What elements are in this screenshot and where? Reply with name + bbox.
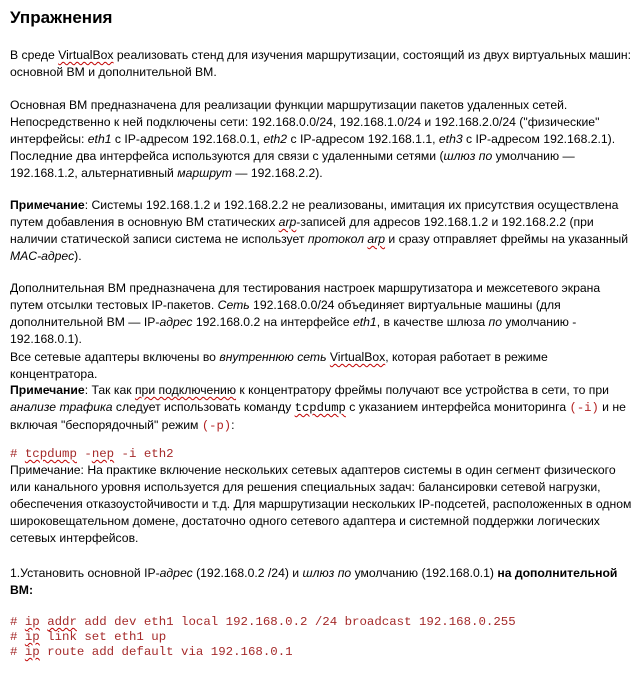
text: Основная ВМ предназначена для реализации функции маршрутизации пакетов удаленных сетей. Непосредственно к ней подключены сети: 192.168.0.0/24, 192.168.1.0/24 и 192.168.2.0/24 ("физические" интерфейсы: xyxy=(10,98,600,146)
text: : xyxy=(28,583,34,597)
code-token: ip xyxy=(24,615,40,629)
paragraph-adapters xyxy=(10,349,634,383)
note-label: Примечание xyxy=(10,463,81,477)
text: -записей для адресов 192.168.1.2 и 192.168.2.2 (при наличии статической записи система не использует xyxy=(10,215,594,246)
prompt-hash: # xyxy=(10,645,25,659)
text: : Системы 192.168.1.2 и 192.168.2.2 не реализованы, имитация их присутствия осуществлена путем добавления в основную ВМ статических xyxy=(10,198,619,229)
text: и сразу отправляет фреймы на указанный xyxy=(385,232,629,246)
paragraph-extra-vm xyxy=(10,280,634,348)
paragraph-intro xyxy=(10,47,634,81)
target-vm: на дополнительной ВМ xyxy=(10,566,618,597)
code-token: - xyxy=(76,447,92,461)
text: : На практике включение нескольких сетевых адаптеров системы в один сегмент физического или канального уровня используется для решения специальных задач: балансировки сетевой нагрузки, обеспечения отказоустойчивости и т.д. Для маршрутизации нескольких IP-подсетей, расположенных в одном широковещательном домене, достаточно одного сетевого адаптера и системной поддержки логических сетевых интерфейсов. xyxy=(10,463,632,545)
mac-term: MAC-адрес xyxy=(10,249,75,263)
code-line-ip-link xyxy=(10,630,166,645)
option-p: (-p) xyxy=(201,419,232,433)
default-term: по xyxy=(488,315,503,329)
code-token: addr xyxy=(47,615,77,629)
page-title: Упражнения xyxy=(10,8,113,27)
code-token: link set eth1 up xyxy=(39,630,167,644)
text: с IP-адресом 192.168.0.1, xyxy=(111,132,264,146)
text: Все сетевые адаптеры включены во xyxy=(10,350,220,364)
code-token: nep xyxy=(91,447,115,461)
gateway-term: шлюз по xyxy=(302,566,352,580)
paragraph-main-vm xyxy=(10,97,634,182)
step-1 xyxy=(10,565,634,599)
code-token: -i eth2 xyxy=(114,447,174,461)
text: следует использовать команду xyxy=(112,400,295,414)
text: реализовать стенд для изучения маршрутизации, состоящий из двух виртуальных машин: основной ВМ и дополнительной ВМ. xyxy=(10,48,632,79)
virtualbox-term: VirtualBox xyxy=(58,48,114,62)
text: умолчанию — 192.168.1.2, альтернативный xyxy=(10,149,575,180)
text: В среде xyxy=(10,48,59,62)
code-token: ip xyxy=(24,630,40,644)
prompt-hash: # xyxy=(10,447,25,461)
text: (192.168.0.2 /24) и xyxy=(192,566,303,580)
text: — 192.168.2.2). xyxy=(231,166,323,180)
text: ). xyxy=(74,249,82,263)
note-static-arp xyxy=(10,197,634,265)
prompt-hash: # xyxy=(10,630,25,644)
address-term: адрес xyxy=(159,566,193,580)
traffic-analysis-term: анализе трафика xyxy=(10,400,113,414)
note-label: Примечание xyxy=(10,198,85,212)
arp-term: arp xyxy=(278,215,297,229)
text: с IP-адресом 192.168.1.1, xyxy=(287,132,439,146)
prompt-hash: # xyxy=(10,615,25,629)
code-line-tcpdump xyxy=(10,447,174,462)
text: к концентратору фреймы получают все устройства в сети, то при xyxy=(236,383,609,397)
option-i: (-i) xyxy=(569,401,599,415)
text: Дополнительная ВМ предназначена для тестирования настроек маршрутизатора и межсетевого экрана путем отсылки тестовых IP-пакетов. xyxy=(10,281,601,312)
code-token: ip xyxy=(24,645,40,659)
text: с IP-адресом 192.168.2.1). Последние два интерфейса используются для связи с удаленными сетями ( xyxy=(10,132,616,163)
note-multiple-adapters xyxy=(10,462,634,547)
code-line-ip-route xyxy=(10,645,293,660)
route-term: маршрут xyxy=(177,166,232,180)
text: : Так как xyxy=(84,383,135,397)
text: и не включая "беспорядочный" режим xyxy=(10,400,626,432)
misspelled-phrase: при подключению xyxy=(134,383,237,397)
gateway-term: шлюз по xyxy=(443,149,493,163)
text: , которая работает в режиме концентратора. xyxy=(10,350,548,381)
protocol-term: протокол xyxy=(307,232,368,246)
text: 192.168.0.2 на интерфейсе xyxy=(192,315,353,329)
text: умолчанию - 192.168.0.1). xyxy=(10,315,577,346)
code-line-ip-addr xyxy=(10,615,516,630)
code-token: add dev eth1 local 192.168.0.2 /24 broadcast 192.168.0.255 xyxy=(76,615,516,629)
network-term: Сеть xyxy=(217,298,250,312)
note-promiscuous xyxy=(10,382,634,435)
tcpdump-command: tcpdump xyxy=(294,401,346,415)
text: , в качестве шлюза xyxy=(376,315,489,329)
interface-eth1: eth1 xyxy=(352,315,377,329)
text: 1.Установить основной IP- xyxy=(10,566,160,580)
interface-eth3: eth3 xyxy=(438,132,463,146)
text: : xyxy=(231,418,235,432)
code-token: tcpdump xyxy=(24,447,77,461)
code-token: route add default via 192.168.0.1 xyxy=(39,645,293,659)
internal-network-term: внутреннюю сеть xyxy=(219,350,327,364)
virtualbox-term: VirtualBox xyxy=(329,350,386,364)
text: с указанием интерфейса мониторинга xyxy=(345,400,570,414)
note-label: Примечание xyxy=(10,383,85,397)
interface-eth1: eth1 xyxy=(87,132,112,146)
interface-eth2: eth2 xyxy=(263,132,288,146)
text: 192.168.0.0/24 объединяет виртуальные машины (для дополнительной ВМ — IP- xyxy=(10,298,561,329)
text: умолчанию (192.168.0.1) xyxy=(351,566,498,580)
address-term: адрес xyxy=(159,315,193,329)
arp-term: arp xyxy=(367,232,386,246)
